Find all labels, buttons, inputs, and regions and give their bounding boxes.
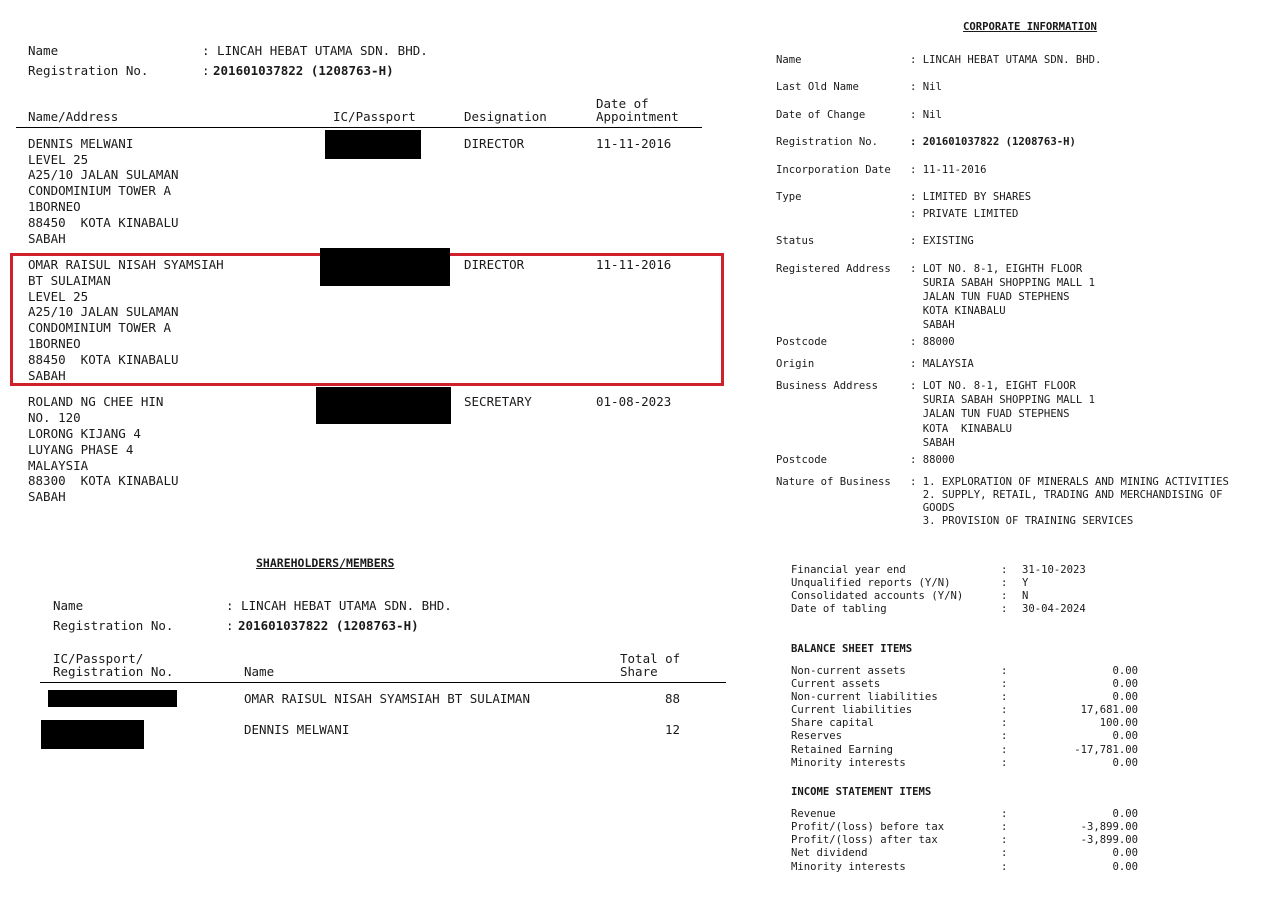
fin-value: 0.00 — [1112, 757, 1138, 769]
fin-value: 0.00 — [1112, 691, 1138, 703]
redacted-ic — [41, 720, 144, 749]
address-line: SABAH — [28, 231, 66, 246]
header-designation: Designation — [464, 109, 547, 124]
fin-colon: : — [1001, 730, 1008, 742]
field-label: Registration No. — [776, 136, 879, 148]
fin-label: Profit/(loss) before tax — [791, 821, 945, 833]
fin-colon: : — [1001, 717, 1008, 729]
field-label: Nature of Business — [776, 476, 891, 488]
field-label: Incorporation Date — [776, 164, 891, 176]
address-line: BT SULAIMAN — [28, 273, 111, 288]
address-line: A25/10 JALAN SULAMAN — [28, 167, 179, 182]
field-label: Name — [776, 54, 802, 66]
field-label: Type — [776, 191, 802, 203]
income-statement-title: INCOME STATEMENT ITEMS — [791, 786, 932, 798]
field-label: Registered Address — [776, 263, 891, 275]
address-line: 88450 KOTA KINABALU — [28, 215, 179, 230]
redacted-ic — [325, 130, 421, 159]
address-line: 88450 KOTA KINABALU — [28, 352, 179, 367]
field-label: Business Address — [776, 380, 879, 392]
fin-label: Minority interests — [791, 861, 906, 873]
field-value: : Nil — [910, 109, 942, 121]
designation: DIRECTOR — [464, 257, 525, 272]
fin-colon: : — [1001, 821, 1008, 833]
field-value: : EXISTING — [910, 235, 974, 247]
fin-value: 0.00 — [1112, 730, 1138, 742]
fin-value: 0.00 — [1112, 808, 1138, 820]
fin-colon: : — [1001, 704, 1008, 716]
field-value: SURIA SABAH SHOPPING MALL 1 — [910, 394, 1095, 406]
shareholders-title: SHAREHOLDERS/MEMBERS — [256, 556, 395, 570]
fin-label: Share capital — [791, 717, 874, 729]
fin-value: 17,681.00 — [1080, 704, 1138, 716]
sh-name-value: : LINCAH HEBAT UTAMA SDN. BHD. — [226, 598, 452, 613]
address-line: OMAR RAISUL NISAH SYAMSIAH — [28, 257, 224, 272]
field-value: : 1. EXPLORATION OF MINERALS AND MINING ACTIVITIES — [910, 476, 1229, 488]
field-value: : 88000 — [910, 336, 955, 348]
fin-label: Financial year end — [791, 564, 906, 576]
field-value: : LIMITED BY SHARES — [910, 191, 1032, 203]
field-value: JALAN TUN FUAD STEPHENS — [910, 408, 1070, 420]
address-line: 1BORNEO — [28, 199, 81, 214]
corporate-title: CORPORATE INFORMATION — [963, 21, 1097, 33]
fin-label: Current assets — [791, 678, 881, 690]
field-value: JALAN TUN FUAD STEPHENS — [910, 291, 1070, 303]
share-count: 88 — [664, 691, 680, 706]
sh-header-ic-line2: Registration No. — [53, 664, 174, 679]
sh-header-divider — [40, 682, 726, 683]
fin-label: Current liabilities — [791, 704, 913, 716]
header-name-address: Name/Address — [28, 109, 119, 124]
field-label: Last Old Name — [776, 81, 859, 93]
fin-colon: : — [1001, 757, 1008, 769]
field-value: SABAH — [910, 437, 955, 449]
fin-value: 0.00 — [1112, 847, 1138, 859]
field-value: KOTA KINABALU — [910, 305, 1006, 317]
fin-colon: : — [1001, 847, 1008, 859]
field-label: Postcode — [776, 336, 828, 348]
address-line: LUYANG PHASE 4 — [28, 442, 134, 457]
fin-colon: : — [1001, 834, 1008, 846]
fin-label: Profit/(loss) after tax — [791, 834, 938, 846]
fin-colon: : — [1001, 665, 1008, 677]
fin-label: Retained Earning — [791, 744, 894, 756]
fin-value: -3,899.00 — [1080, 834, 1138, 846]
fin-colon: : — [1001, 590, 1008, 602]
fin-label: Minority interests — [791, 757, 906, 769]
fin-value: -3,899.00 — [1080, 821, 1138, 833]
header-divider — [16, 127, 702, 128]
registration-value: 201601037822 (1208763-H) — [213, 63, 394, 78]
address-line: CONDOMINIUM TOWER A — [28, 183, 171, 198]
fin-value: 0.00 — [1112, 678, 1138, 690]
registration-colon: : — [202, 63, 210, 78]
redacted-ic — [320, 248, 450, 286]
redacted-ic — [316, 387, 451, 424]
header-date-line1: Date of — [596, 96, 649, 111]
address-line: NO. 120 — [28, 410, 81, 425]
address-line: LEVEL 25 — [28, 152, 89, 167]
designation: DIRECTOR — [464, 136, 525, 151]
address-line: 1BORNEO — [28, 336, 81, 351]
fin-value: 0.00 — [1112, 665, 1138, 677]
fin-label: Non-current assets — [791, 665, 906, 677]
address-line: ROLAND NG CHEE HIN — [28, 394, 164, 409]
field-label: Origin — [776, 358, 815, 370]
fin-label: Reserves — [791, 730, 843, 742]
fin-colon: : — [1001, 678, 1008, 690]
fin-label: Net dividend — [791, 847, 868, 859]
shareholder-name: OMAR RAISUL NISAH SYAMSIAH BT SULAIMAN — [244, 691, 530, 706]
fin-colon: : — [1001, 744, 1008, 756]
field-value: 2. SUPPLY, RETAIL, TRADING AND MERCHANDISING OF — [910, 489, 1223, 501]
field-value: : Nil — [910, 81, 942, 93]
address-line: CONDOMINIUM TOWER A — [28, 320, 171, 335]
share-count: 12 — [664, 722, 680, 737]
address-line: MALAYSIA — [28, 458, 89, 473]
appointment-date: 01-08-2023 — [596, 394, 672, 409]
designation: SECRETARY — [464, 394, 532, 409]
address-line: SABAH — [28, 489, 66, 504]
field-value: : 88000 — [910, 454, 955, 466]
fin-colon: : — [1001, 808, 1008, 820]
fin-label: Revenue — [791, 808, 836, 820]
fin-label: Consolidated accounts (Y/N) — [791, 590, 964, 602]
field-value: : 201601037822 (1208763-H) — [910, 136, 1076, 148]
field-value: KOTA KINABALU — [910, 423, 1013, 435]
sh-header-ic-line1: IC/Passport/ — [53, 651, 144, 666]
fin-colon: : — [1001, 577, 1008, 589]
field-label: Date of Change — [776, 109, 866, 121]
header-ic-passport: IC/Passport — [333, 109, 416, 124]
fin-value: -17,781.00 — [1074, 744, 1138, 756]
address-line: LEVEL 25 — [28, 289, 89, 304]
address-line: SABAH — [28, 368, 66, 383]
company-name-value: : LINCAH HEBAT UTAMA SDN. BHD. — [202, 43, 428, 58]
field-value: : MALAYSIA — [910, 358, 974, 370]
address-line: DENNIS MELWANI — [28, 136, 134, 151]
fin-value: 30-04-2024 — [1022, 603, 1086, 615]
fin-value: 31-10-2023 — [1022, 564, 1086, 576]
field-value: : PRIVATE LIMITED — [910, 208, 1019, 220]
sh-header-total-line2: Share — [620, 664, 658, 679]
fin-value: 0.00 — [1112, 861, 1138, 873]
field-value: : LINCAH HEBAT UTAMA SDN. BHD. — [910, 54, 1102, 66]
field-value: 3. PROVISION OF TRAINING SERVICES — [910, 515, 1134, 527]
sh-registration-label: Registration No. — [53, 618, 174, 633]
header-date-line2: Appointment — [596, 109, 679, 124]
field-value: : LOT NO. 8-1, EIGHT FLOOR — [910, 380, 1076, 392]
field-value: GOODS — [910, 502, 955, 514]
address-line: 88300 KOTA KINABALU — [28, 473, 179, 488]
fin-colon: : — [1001, 861, 1008, 873]
sh-registration-value: 201601037822 (1208763-H) — [238, 618, 419, 633]
fin-colon: : — [1001, 691, 1008, 703]
fin-label: Unqualified reports (Y/N) — [791, 577, 951, 589]
fin-value: N — [1022, 590, 1029, 602]
field-label: Status — [776, 235, 815, 247]
fin-value: 100.00 — [1099, 717, 1138, 729]
address-line: A25/10 JALAN SULAMAN — [28, 304, 179, 319]
address-line: LORONG KIJANG 4 — [28, 426, 141, 441]
sh-header-name: Name — [244, 664, 275, 679]
fin-value: Y — [1022, 577, 1029, 589]
field-value: SURIA SABAH SHOPPING MALL 1 — [910, 277, 1095, 289]
shareholder-name: DENNIS MELWANI — [244, 722, 350, 737]
appointment-date: 11-11-2016 — [596, 136, 672, 151]
appointment-date: 11-11-2016 — [596, 257, 672, 272]
field-value: : LOT NO. 8-1, EIGHTH FLOOR — [910, 263, 1083, 275]
sh-registration-colon: : — [226, 618, 234, 633]
field-value: : 11-11-2016 — [910, 164, 987, 176]
balance-sheet-title: BALANCE SHEET ITEMS — [791, 643, 913, 655]
fin-colon: : — [1001, 564, 1008, 576]
fin-colon: : — [1001, 603, 1008, 615]
fin-label: Date of tabling — [791, 603, 887, 615]
sh-header-total-line1: Total of — [620, 651, 681, 666]
registration-label: Registration No. — [28, 63, 149, 78]
company-name-label: Name — [28, 43, 59, 58]
field-value: SABAH — [910, 319, 955, 331]
fin-label: Non-current liabilities — [791, 691, 938, 703]
redacted-ic — [48, 690, 177, 707]
field-label: Postcode — [776, 454, 828, 466]
sh-name-label: Name — [53, 598, 84, 613]
